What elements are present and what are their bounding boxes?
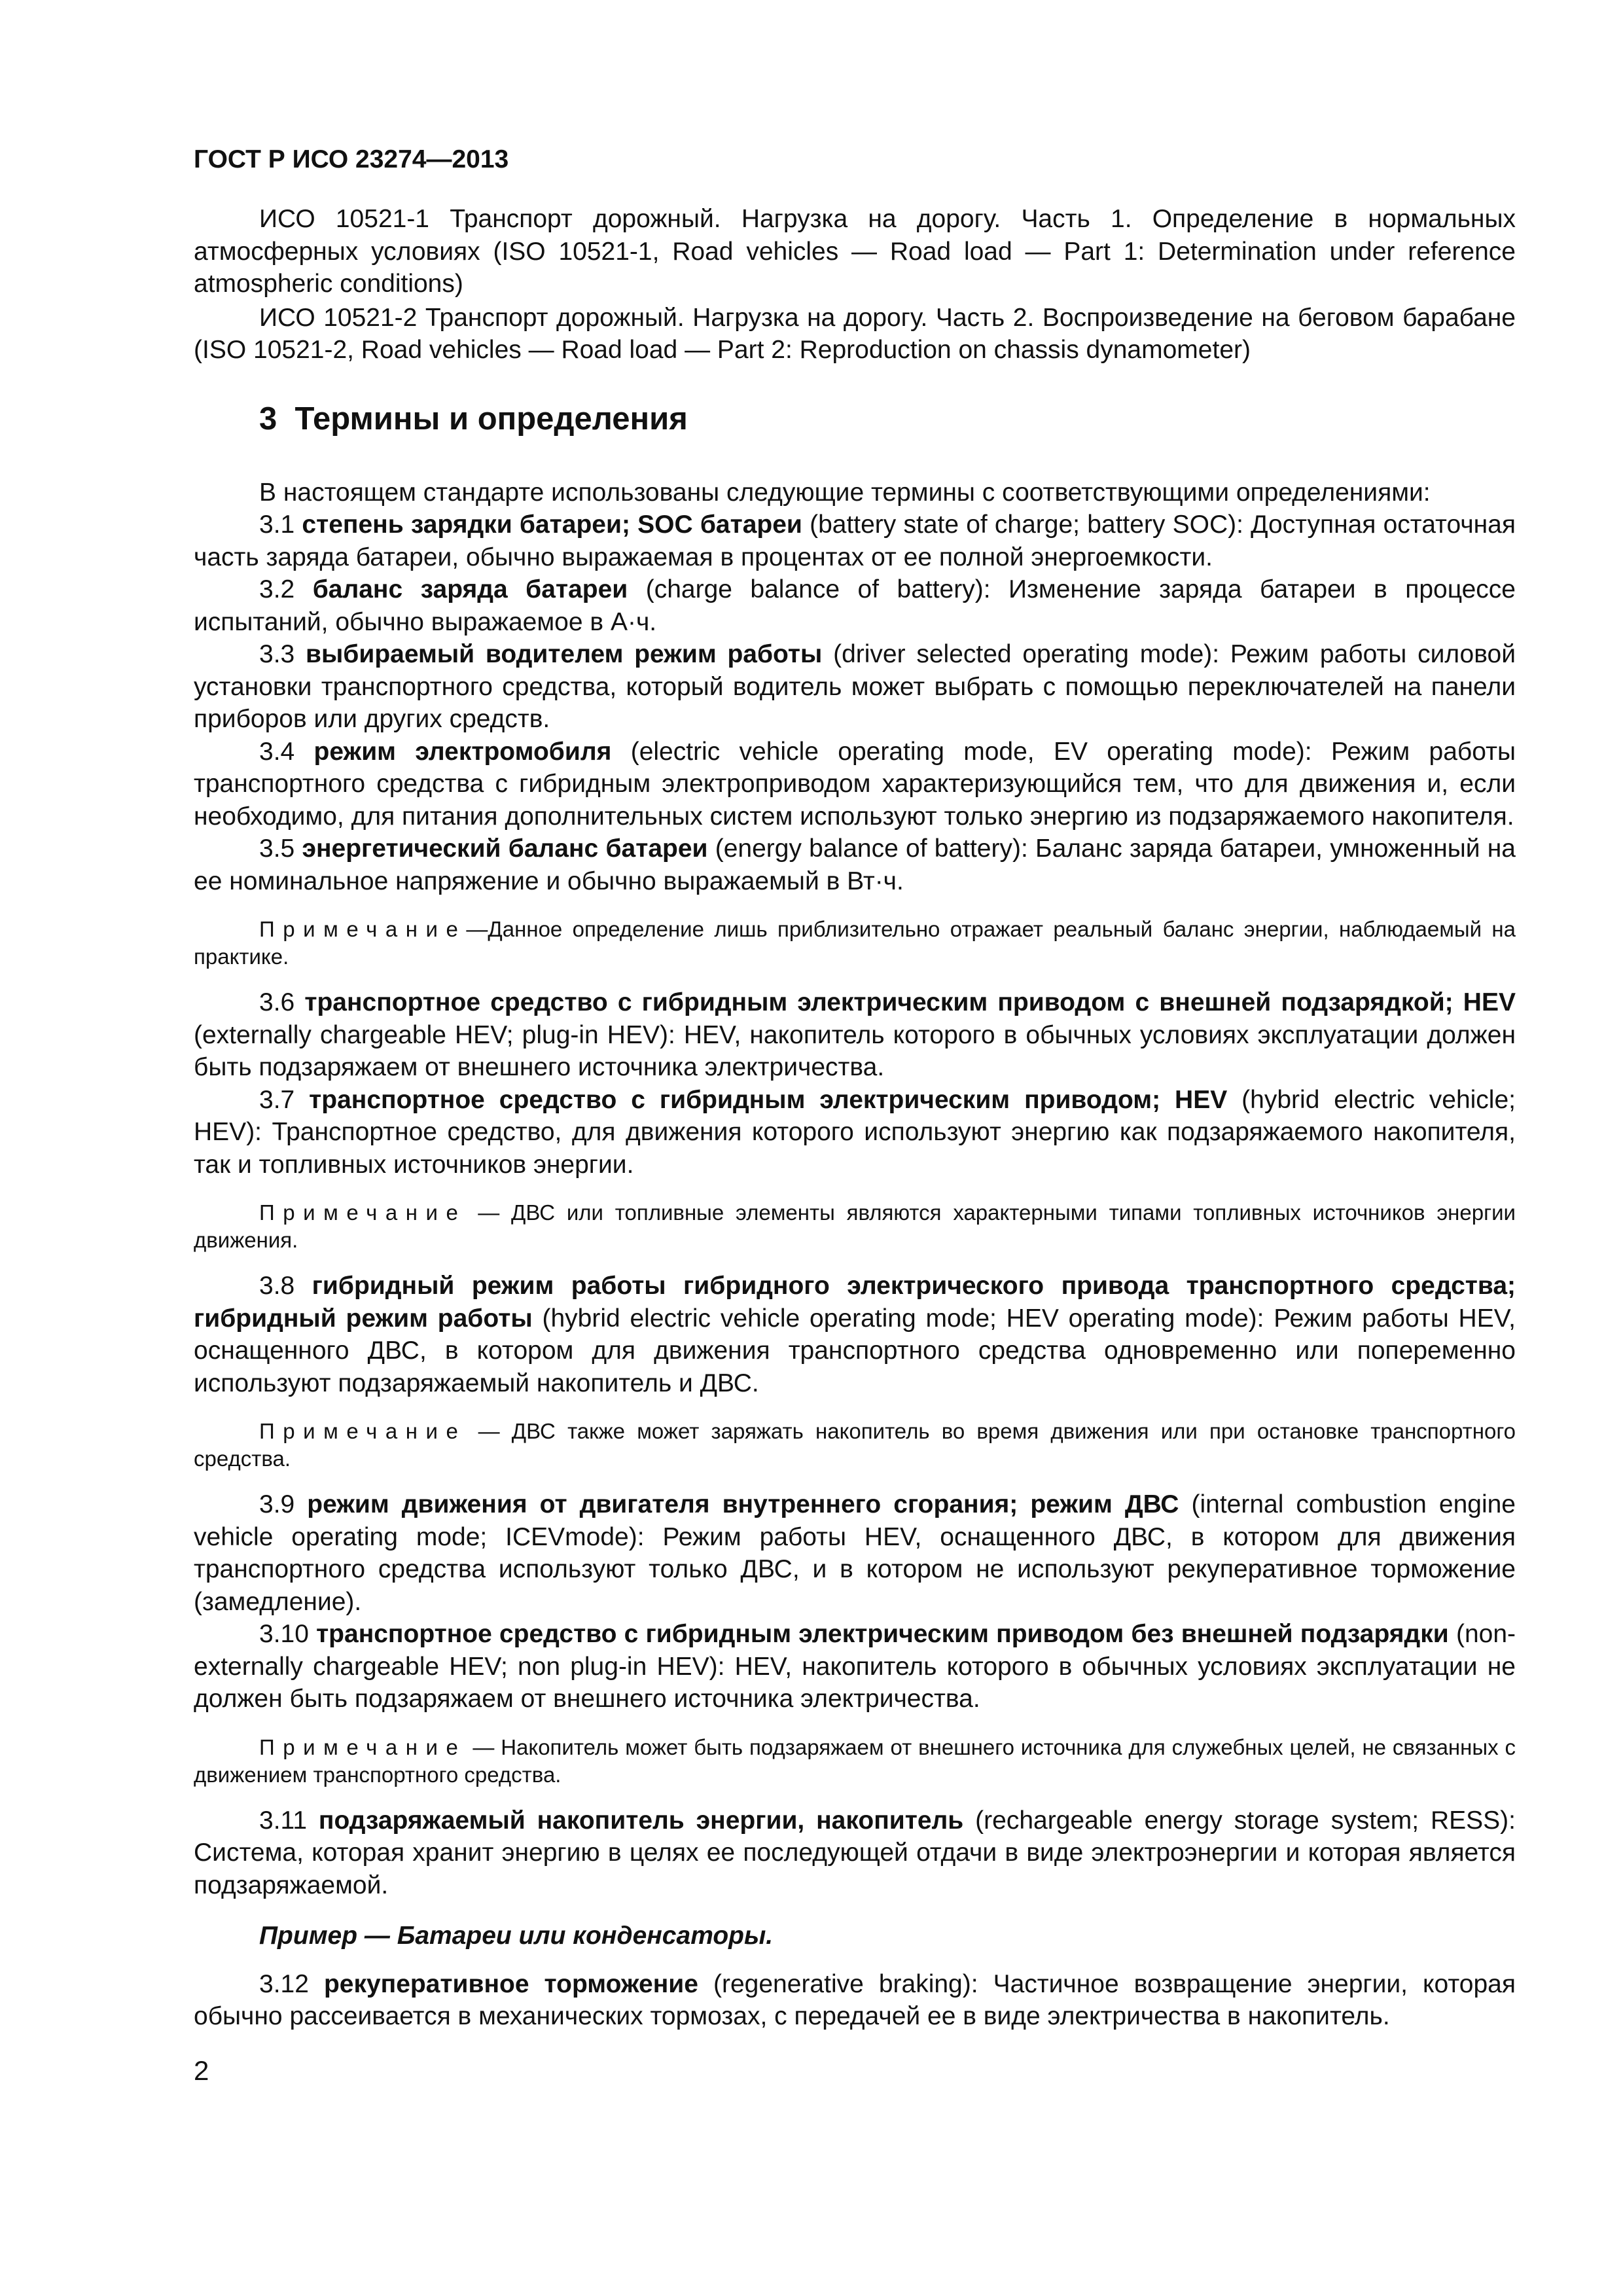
term-definition: (battery state of charge; battery SOC): Доступная остаточная часть заряда батареи, обычно выражаемая в процентах от ее полной энергоемкости.: [194, 511, 1516, 571]
note-label: Примечание: [259, 917, 467, 941]
term-3-7: [194, 1084, 1516, 1181]
note-text: — Накопитель может быть подзаряжаем от внешнего источника для служебных целей, не связанных с движением транспортного средства.: [194, 1734, 1516, 1787]
term-3-1: [194, 509, 1516, 573]
note-label: Примечание: [259, 1734, 467, 1759]
term-3-5: [194, 833, 1516, 897]
term-name: режим электромобиля: [313, 737, 612, 766]
term-3-3: [194, 638, 1516, 736]
term-3-8: [194, 1270, 1516, 1399]
note-text: — ДВС также может заряжать накопитель во время движения или при остановке транспортного средства.: [194, 1419, 1516, 1471]
term-definition: (hybrid electric vehicle; HEV): Транспортное средство, для движения которого используют энергию как подзаряжаемого накопителя, так и топливных источников энергии.: [194, 1085, 1516, 1179]
example-3-11: Пример — Батареи или конденсаторы.: [259, 1922, 774, 1950]
term-number: 3.7: [259, 1085, 295, 1114]
term-number: 3.1: [259, 511, 295, 539]
term-number: 3.5: [259, 834, 295, 863]
note-text: —Данное определение лишь приблизительно отражает реальный баланс энергии, наблюдаемый на практике.: [194, 917, 1516, 969]
note-label: Примечание: [259, 1419, 467, 1443]
term-name: гибридный режим работы гибридного электрического привода транспортного средства; гибридный режим работы: [194, 1272, 1516, 1333]
term-number: 3.6: [259, 988, 295, 1016]
term-name: режим движения от двигателя внутреннего сгорания; режим ДВС: [307, 1490, 1179, 1518]
term-definition: (hybrid electric vehicle operating mode; HEV operating mode): Режим работы HEV, оснащенного ДВС, в котором для движения транспортного средства одновременно или попеременно используют подзаряжаемый накопитель и ДВС.: [194, 1304, 1516, 1397]
term-3-11: [194, 1804, 1516, 1902]
term-number: 3.3: [259, 640, 295, 668]
term-3-9: [194, 1488, 1516, 1618]
section-title: Термины и определения: [294, 401, 688, 437]
note-3-7: [194, 1199, 1516, 1254]
note-label: Примечание: [259, 1200, 467, 1225]
section-heading: [259, 399, 1516, 439]
term-number: 3.4: [259, 737, 295, 766]
note-3-10: [194, 1734, 1516, 1789]
reference-iso-10521-2: ИСО 10521-2 Транспорт дорожный. Нагрузка на дорогу. Часть 2. Воспроизведение на беговом барабане (ISO 10521-2, Road vehicles — Road load — Part 2: Reproduction on chassis dynamometer): [194, 303, 1516, 364]
term-name: подзаряжаемый накопитель энергии, накопитель: [318, 1806, 964, 1835]
term-3-6: [194, 986, 1516, 1084]
note-3-5: [194, 916, 1516, 971]
term-name: выбираемый водителем режим работы: [305, 640, 823, 668]
term-name: рекуперативное торможение: [323, 1969, 698, 1998]
term-definition: (electric vehicle operating mode, EV operating mode): Режим работы транспортного средства с гибридным электроприводом характеризующийся тем, что для движения и, если необходимо, для питания дополнительных систем используют только энергию из подзаряжаемого накопителя.: [194, 737, 1516, 831]
reference-iso-10521-1: ИСО 10521-1 Транспорт дорожный. Нагрузка на дорогу. Часть 1. Определение в нормальных атмосферных условиях (ISO 10521-1, Road vehicles — Road load — Part 1: Determination under reference atmospheric conditions): [194, 205, 1516, 298]
term-number: 3.10: [259, 1620, 309, 1648]
term-definition: (internal combustion engine vehicle operating mode; ICEVmode): Режим работы HEV, оснащенного ДВС, в котором для движения транспортного средства используют только ДВС, и в котором не используют рекуперативное торможение (замедление).: [194, 1490, 1516, 1616]
term-number: 3.12: [259, 1969, 309, 1998]
section-number: 3: [259, 401, 277, 437]
term-3-2: [194, 573, 1516, 638]
term-definition: (charge balance of battery): Изменение заряда батареи в процессе испытаний, обычно выражаемое в А·ч.: [194, 575, 1516, 636]
term-name: транспортное средство с гибридным электрическим приводом с внешней подзарядкой; HEV: [304, 988, 1516, 1016]
term-name: транспортное средство с гибридным электрическим приводом; HEV: [309, 1085, 1228, 1114]
term-number: 3.9: [259, 1490, 295, 1518]
term-3-12: [194, 1968, 1516, 2033]
document-body: [194, 203, 1516, 2033]
term-3-10: [194, 1618, 1516, 1715]
page-number: 2: [194, 2055, 209, 2086]
term-3-4: [194, 736, 1516, 833]
term-definition: (energy balance of battery): Баланс заряда батареи, умноженный на ее номинальное напряжение и обычно выражаемый в Вт·ч.: [194, 834, 1516, 895]
note-text: — ДВС или топливные элементы являются характерными типами топливных источников энергии движения.: [194, 1200, 1516, 1252]
term-definition: (non-externally chargeable HEV; non plug-in HEV): HEV, накопитель которого в обычных условиях эксплуатации не должен быть подзаряжаем от внешнего источника электричества.: [194, 1620, 1516, 1713]
term-definition: (regenerative braking): Частичное возвращение энергии, которая обычно рассеивается в механических тормозах, с передачей ее в виде электричества в накопитель.: [194, 1969, 1516, 2030]
term-number: 3.2: [259, 575, 295, 603]
section-intro: В настоящем стандарте использованы следующие термины с соответствующими определениями:: [259, 478, 1431, 507]
term-name: степень зарядки батареи; SOC батареи: [302, 511, 802, 539]
term-name: транспортное средство с гибридным электрическим приводом без внешней подзарядки: [316, 1620, 1449, 1648]
term-name: энергетический баланс батареи: [302, 834, 708, 863]
term-number: 3.8: [259, 1272, 295, 1300]
term-name: баланс заряда батареи: [312, 575, 628, 603]
term-definition: (rechargeable energy storage system; RESS): Система, которая хранит энергию в целях ее последующей отдачи в виде электроэнергии и которая является подзаряжаемой.: [194, 1806, 1516, 1899]
term-definition: (driver selected operating mode): Режим работы силовой установки транспортного средства, который водитель может выбрать с помощью переключателей на панели приборов или других средств.: [194, 640, 1516, 733]
note-3-8: [194, 1418, 1516, 1473]
term-number: 3.11: [259, 1806, 308, 1835]
term-definition: (externally chargeable HEV; plug-in HEV): HEV, накопитель которого в обычных условиях эксплуатации должен быть подзаряжаем от внешнего источника электричества.: [194, 1020, 1516, 1081]
document-header: ГОСТ Р ИСО 23274—2013: [194, 145, 509, 173]
